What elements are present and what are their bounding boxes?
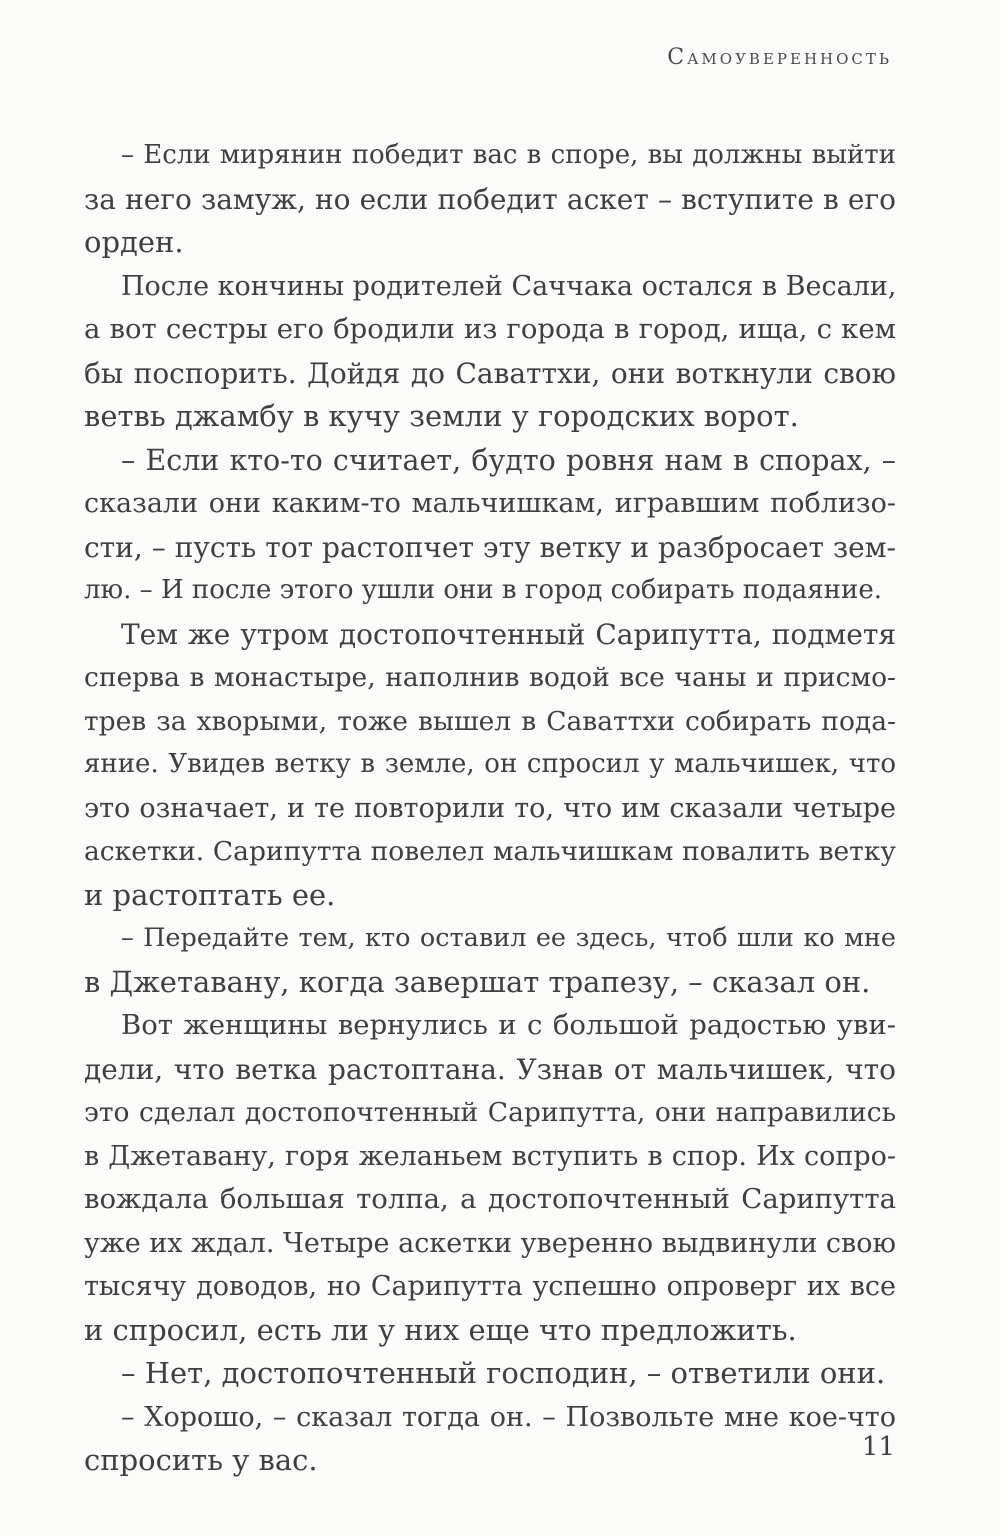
text-line: яние. Увидев ветку в земле, он спросил у мальчишек, что — [84, 749, 896, 779]
text-line: в Джетавану, когда завершат трапезу, – сказал он. — [84, 964, 871, 999]
text-line: в Джетавану, горя желаньем вступить в спор. Их сопро- — [84, 1140, 896, 1172]
text-line: сти, – пусть тот растопчет эту ветку и разбросает зем- — [84, 530, 896, 564]
text-line: а вот сестры его бродили из города в город, ища, с кем — [84, 313, 896, 345]
body-text — [84, 134, 896, 1483]
text-line: трев за хворыми, тоже вышел в Саваттхи собирать пода- — [84, 705, 896, 737]
text-line: – Нет, достопочтенный господин, – ответили они. — [121, 1356, 886, 1390]
page-number: 11 — [861, 1432, 895, 1462]
text-line: за него замуж, но если победит аскет – вступите в его — [84, 182, 896, 216]
text-line: это сделал достопочтенный Сарипутта, они направились — [84, 1097, 896, 1128]
text-line: и растоптать ее. — [84, 877, 336, 912]
text-line: и спросил, есть ли у них еще что предложить. — [84, 1312, 797, 1347]
text-line: уже их ждал. Четыре аскетки уверенно выдвинули свою — [84, 1227, 896, 1259]
text-line: – Если кто-то считает, будто ровня нам в спорах, – — [121, 443, 896, 477]
text-line: дели, что ветка растоптана. Узнав от мальчишек, что — [84, 1052, 896, 1086]
text-line: После кончины родителей Саччака остался в Весали, — [121, 270, 896, 302]
text-line: – Передайте тем, кто оставил ее здесь, чтоб шли ко мне — [121, 923, 896, 953]
text-line: бы поспорить. Дойдя до Саваттхи, они воткнули свою — [84, 356, 896, 390]
text-line: ветвь джамбу в кучу земли у городских ворот. — [84, 399, 799, 433]
text-line: сказали они каким-то мальчишкам, игравшим поблизо- — [84, 488, 896, 519]
text-line: – Хорошо, – сказал тогда он. – Позвольте мне кое-что — [121, 1401, 896, 1433]
text-line: это означает, и те повторили то, что им сказали четыре — [84, 792, 896, 824]
text-line: вождала большая толпа, а достопочтенный Сарипутта — [84, 1183, 896, 1215]
text-line: орден. — [84, 225, 184, 259]
text-line: аскетки. Сарипутта повелел мальчишкам повалить ветку — [84, 836, 896, 867]
text-line: сперва в монастыре, наполнив водой все чаны и присмо- — [84, 662, 896, 693]
text-line: тысячу доводов, но Сарипутта успешно опроверг их все — [84, 1271, 896, 1302]
running-header: Самоуверенность — [667, 45, 892, 70]
text-line: спросить у вас. — [84, 1443, 318, 1477]
text-line: Вот женщины вернулись и с большой радостью уви- — [121, 1009, 896, 1041]
text-line: – Если мирянин победит вас в споре, вы должны выйти — [121, 140, 896, 170]
text-line: Тем же утром достопочтенный Сарипутта, подметя — [121, 617, 896, 651]
text-line: лю. – И после этого ушли они в город собирать подаяние. — [84, 575, 882, 605]
